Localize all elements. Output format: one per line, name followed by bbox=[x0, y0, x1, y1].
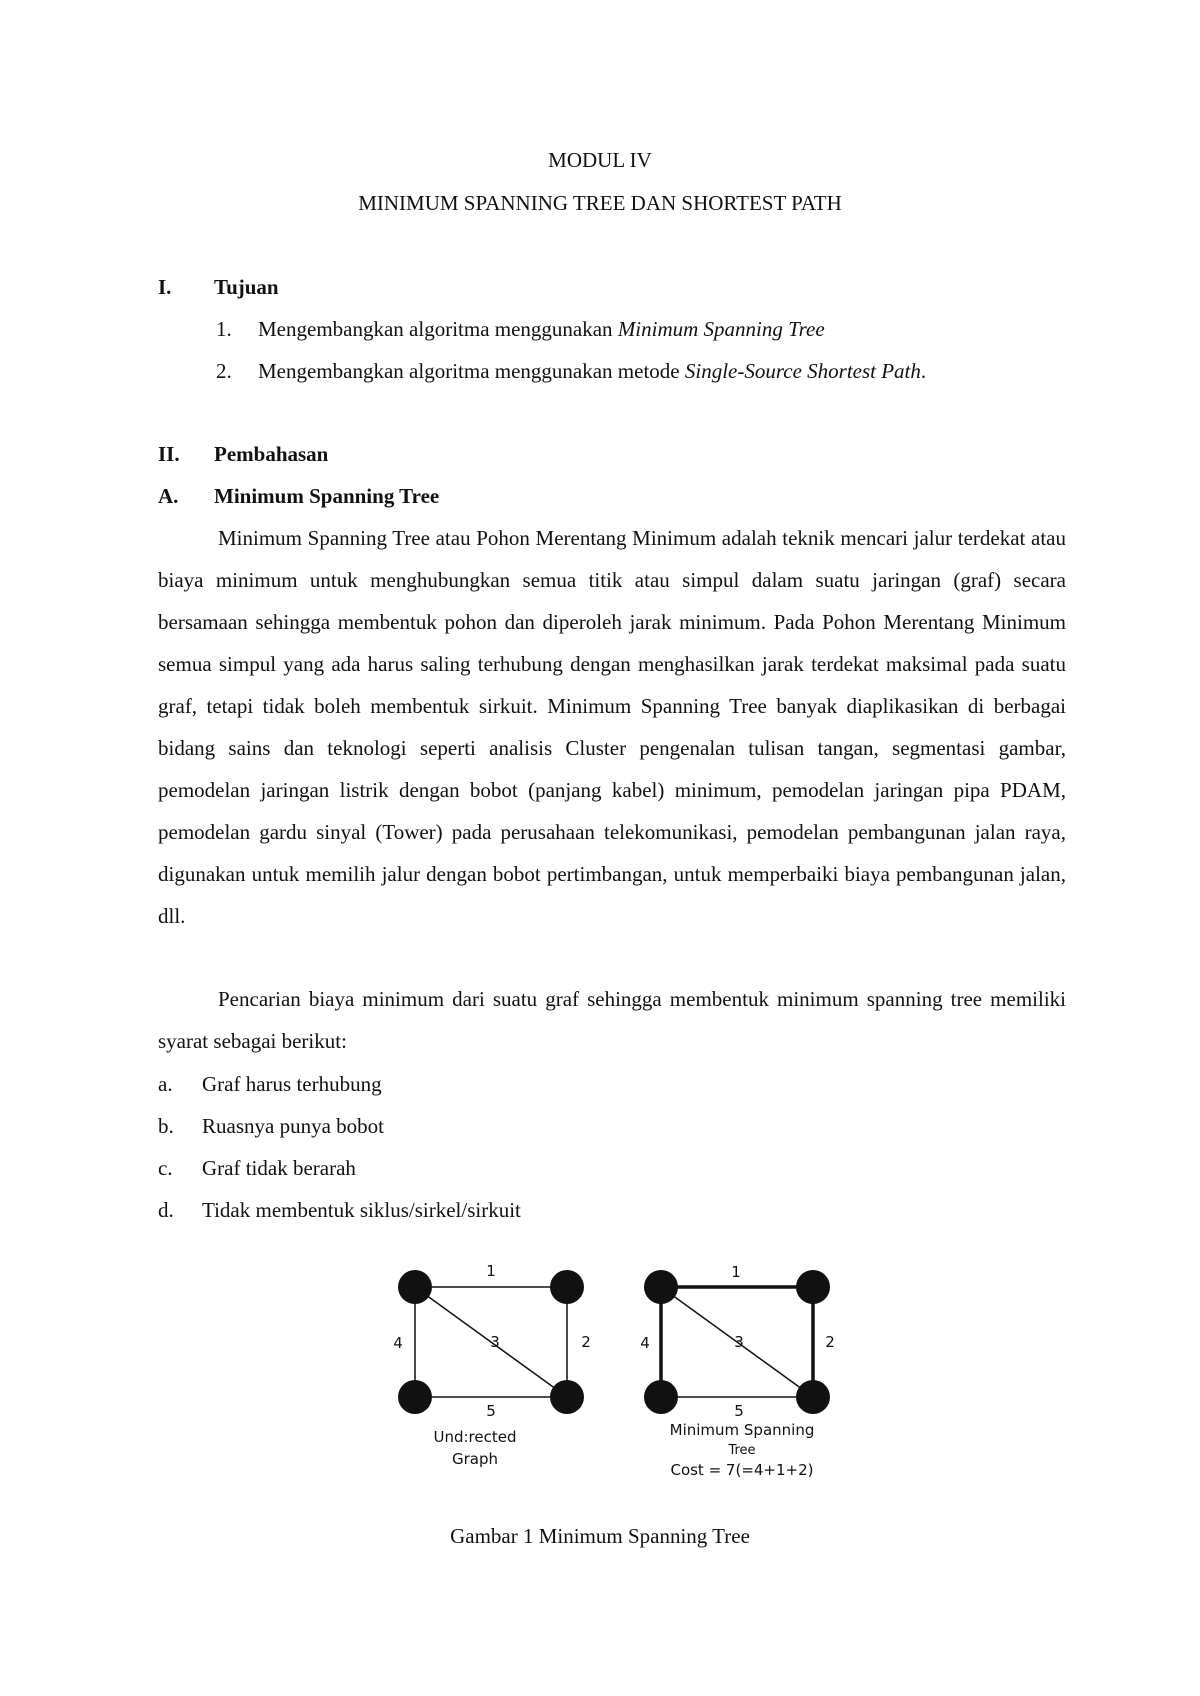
section-title: Pembahasan bbox=[214, 442, 329, 466]
paragraph-mst-requirements: Pencarian biaya minimum dari suatu graf sehingga membentuk minimum spanning tree memiliki syarat sebagai berikut: bbox=[158, 987, 1066, 1053]
objective-number: 2. bbox=[216, 359, 232, 383]
mst-diagram bbox=[380, 1255, 840, 1485]
graph-node bbox=[550, 1380, 584, 1414]
graph-node bbox=[644, 1380, 678, 1414]
undirected-graph bbox=[393, 1262, 591, 1468]
objective-text: Mengembangkan algoritma menggunakan metode Single-Source Shortest Path. bbox=[258, 359, 927, 383]
weight-label: 5 bbox=[734, 1402, 744, 1420]
graph-label: Tree bbox=[728, 1443, 756, 1458]
graph-node bbox=[796, 1270, 830, 1304]
graph-label: Cost = 7(=4+1+2) bbox=[670, 1461, 814, 1479]
document-page: MODUL IV MINIMUM SPANNING TREE DAN SHORTEST PATH I. Tujuan 1. Mengembangkan algoritma menggunakan Minimum Spanning Tree 2. Mengembangkan algoritma menggunakan metode Single-Source Shortest Path. II. Pembahasan A. Minimum Spanning Tree Minimum Spanning Tree atau Pohon Merentang Minimum adalah teknik mencari jalur terdekat atau biaya minimum untuk menghubungkan semua titik atau simpul dalam suatu jaringan (graf) secara bersamaan sehingga membentuk pohon dan diperoleh jarak minimum. Pada Pohon Merentang Minimum semua simpul yang ada harus saling terhubung dengan menghasilkan jarak terdekat maksimal pada suatu graf, tetapi tidak boleh membentuk sirkuit. Minimum Spanning Tree banyak diaplikasikan di berbagai bidang sains dan teknologi seperti analisis Cluster pengenalan tulisan tangan, segmentasi gambar, pemodelan jaringan listrik dengan bobot (panjang kabel) minimum, pemodelan jaringan pipa PDAM, pemodelan gardu sinyal (Tower) pada perusahaan telekomunikasi, pemodelan pembangunan jalan raya, digunakan untuk memilih jalur dengan bobot pertimbangan, untuk memperbaiki biaya pembangunan jalan, dll. Pencarian biaya minimum dari suatu graf sehingga membentuk minimum spanning tree memiliki syarat sebagai berikut: a. Graf harus terhubung b. Ruasnya punya bobot c. Graf tidak berarah d. Tidak membentuk siklus/sirkel/sirkuit 1 4 3 2 5 Und:rected Graph 1 4 3 2 5 Minimum Spanning Tree Cost = 7(=4+1+2) Gambar 1 Minimum Spanning Tree bbox=[0, 0, 1200, 1696]
graph-label: Graph bbox=[451, 1450, 499, 1468]
figure-caption: Gambar 1 Minimum Spanning Tree bbox=[450, 1524, 750, 1548]
graph-node bbox=[398, 1270, 432, 1304]
subsection-title: Minimum Spanning Tree bbox=[214, 484, 440, 508]
graph-node bbox=[796, 1380, 830, 1414]
section-number: I. bbox=[158, 275, 172, 299]
mst-graph bbox=[640, 1263, 835, 1479]
weight-label: 5 bbox=[486, 1402, 496, 1420]
weight-label: 4 bbox=[640, 1334, 650, 1352]
weight-label: 3 bbox=[490, 1333, 500, 1351]
graph-node bbox=[398, 1380, 432, 1414]
section-title: Tujuan bbox=[214, 275, 279, 299]
graph-node bbox=[550, 1270, 584, 1304]
section-number: II. bbox=[158, 442, 180, 466]
graph-label: Minimum Spanning bbox=[669, 1421, 815, 1439]
weight-label: 1 bbox=[486, 1262, 496, 1280]
weight-label: 2 bbox=[825, 1333, 835, 1351]
objective-text: Mengembangkan algoritma menggunakan Minimum Spanning Tree bbox=[258, 317, 825, 341]
subsection-number: A. bbox=[158, 484, 179, 508]
module-title: MINIMUM SPANNING TREE DAN SHORTEST PATH bbox=[358, 191, 842, 215]
graph-node bbox=[644, 1270, 678, 1304]
weight-label: 1 bbox=[731, 1263, 741, 1281]
paragraph-mst-definition: Minimum Spanning Tree atau Pohon Merentang Minimum adalah teknik mencari jalur terdekat atau biaya minimum untuk menghubungkan semua titik atau simpul dalam suatu jaringan (graf) secara bersamaan sehingga membentuk pohon dan diperoleh jarak minimum. Pada Pohon Merentang Minimum semua simpul yang ada harus saling terhubung dengan menghasilkan jarak terdekat maksimal pada suatu graf, tetapi tidak boleh membentuk sirkuit. Minimum Spanning Tree banyak diaplikasikan di berbagai bidang sains dan teknologi seperti analisis Cluster pengenalan tulisan tangan, segmentasi gambar, pemodelan jaringan listrik dengan bobot (panjang kabel) minimum, pemodelan jaringan pipa PDAM, pemodelan gardu sinyal (Tower) pada perusahaan telekomunikasi, pemodelan pembangunan jalan raya, digunakan untuk memilih jalur dengan bobot pertimbangan, untuk memperbaiki biaya pembangunan jalan, dll. bbox=[158, 526, 1066, 928]
graph-label: Und:rected bbox=[433, 1428, 517, 1446]
module-number: MODUL IV bbox=[548, 148, 652, 172]
weight-label: 3 bbox=[734, 1333, 744, 1351]
objective-number: 1. bbox=[216, 317, 232, 341]
weight-label: 4 bbox=[393, 1334, 403, 1352]
weight-label: 2 bbox=[581, 1333, 591, 1351]
mst-figure bbox=[380, 1255, 840, 1485]
